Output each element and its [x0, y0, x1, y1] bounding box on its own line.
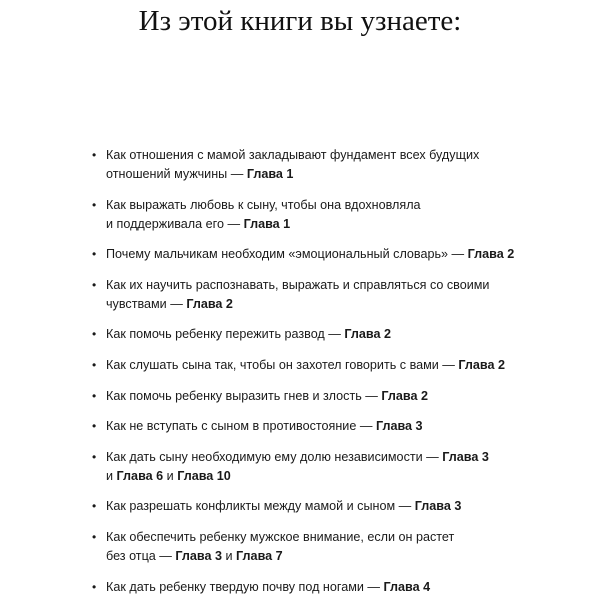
list-item: [92, 196, 532, 234]
list-item: [92, 578, 532, 597]
list-item-text: отношений мужчины —: [106, 167, 247, 181]
list-item-text: Как помочь ребенку выразить гнев и злость —: [106, 388, 382, 403]
bullet-icon: •: [92, 449, 97, 464]
page-title: Из этой книги вы узнаете:: [138, 5, 462, 37]
bullet-icon: •: [92, 529, 97, 544]
list-item-text: Как не вступать с сыном в противостояние —: [106, 419, 376, 434]
list-item-line: [106, 387, 532, 406]
list-item-text: Как разрешать конфликты между мамой и сыном —: [106, 499, 415, 514]
bullet-list: [92, 146, 532, 600]
list-item: [92, 528, 532, 566]
list-item-line: [106, 196, 532, 215]
bullet-icon: •: [92, 327, 97, 342]
list-item-line: [106, 578, 532, 597]
list-item-text: Как дать сыну необходимую ему долю независимости —: [106, 449, 443, 464]
list-item-text: Как отношения с мамой закладывают фундамент всех будущих: [106, 148, 480, 162]
bullet-icon: •: [92, 499, 97, 514]
chapter-ref: Глава 2: [458, 357, 506, 372]
list-item-line: [106, 528, 532, 547]
list-item-line: [106, 165, 532, 184]
list-item: [92, 497, 532, 516]
list-item-line: [106, 497, 532, 516]
list-item-text: Как обеспечить ребенку мужское внимание, если он растет: [106, 529, 455, 544]
chapter-ref: Глава 6: [116, 468, 164, 483]
list-item-line: [106, 245, 532, 264]
list-item: [92, 146, 532, 184]
list-item-text: и поддерживала его —: [106, 216, 244, 231]
chapter-ref: Глава 10: [177, 468, 231, 483]
bullet-icon: •: [92, 247, 97, 262]
list-item-line: [106, 547, 532, 566]
chapter-ref: Глава 7: [236, 548, 283, 563]
list-item-text: Как помочь ребенку пережить развод —: [106, 327, 345, 342]
list-item-text: Как их научить распознавать, выражать и справляться со своими: [106, 277, 490, 292]
list-item-line: [106, 215, 532, 234]
list-item-line: [106, 467, 532, 486]
bullet-icon: •: [92, 148, 97, 162]
bullet-icon: •: [92, 357, 97, 372]
list-item: [92, 387, 532, 406]
chapter-ref: Глава 1: [246, 167, 294, 181]
list-item-line: [106, 276, 532, 295]
list-item-text: и: [222, 548, 237, 563]
bullet-icon: •: [92, 277, 97, 292]
bullet-icon: •: [92, 197, 97, 212]
list-item-line: [106, 295, 532, 314]
list-item-line: [106, 356, 532, 375]
chapter-ref: Глава 3: [414, 499, 462, 514]
chapter-ref: Глава 3: [442, 449, 489, 464]
list-item: [92, 356, 532, 375]
list-item-text: Почему мальчикам необходим «эмоциональный словарь» —: [106, 247, 468, 262]
list-item: [92, 276, 532, 314]
chapter-ref: Глава 1: [243, 216, 291, 231]
list-item: [92, 245, 532, 264]
list-item: [92, 325, 532, 344]
chapter-ref: Глава 2: [344, 327, 391, 342]
list-item: [92, 448, 532, 486]
list-item-line: [106, 417, 532, 436]
chapter-ref: Глава 2: [381, 388, 428, 403]
chapter-ref: Глава 3: [375, 419, 423, 434]
list-item-line: [106, 146, 532, 165]
list-item-text: и: [106, 468, 117, 483]
list-item-line: [106, 448, 532, 467]
list-item-text: без отца —: [106, 548, 176, 563]
bullet-icon: •: [92, 388, 97, 403]
chapter-ref: Глава 3: [175, 548, 222, 563]
chapter-ref: Глава 2: [467, 247, 515, 262]
list-item-text: Как слушать сына так, чтобы он захотел говорить с вами —: [106, 357, 459, 372]
list-item-text: Как выражать любовь к сыну, чтобы она вдохновляла: [106, 197, 421, 212]
list-item-text: чувствами —: [106, 296, 187, 311]
bullet-icon: •: [92, 419, 97, 434]
chapter-ref: Глава 2: [186, 296, 233, 311]
list-item-line: [106, 325, 532, 344]
list-item-text: Как дать ребенку твердую почву под ногами —: [106, 579, 384, 594]
bullet-icon: •: [92, 579, 97, 594]
list-item: [92, 417, 532, 436]
chapter-ref: Глава 4: [383, 579, 431, 594]
list-item-text: и: [163, 468, 178, 483]
